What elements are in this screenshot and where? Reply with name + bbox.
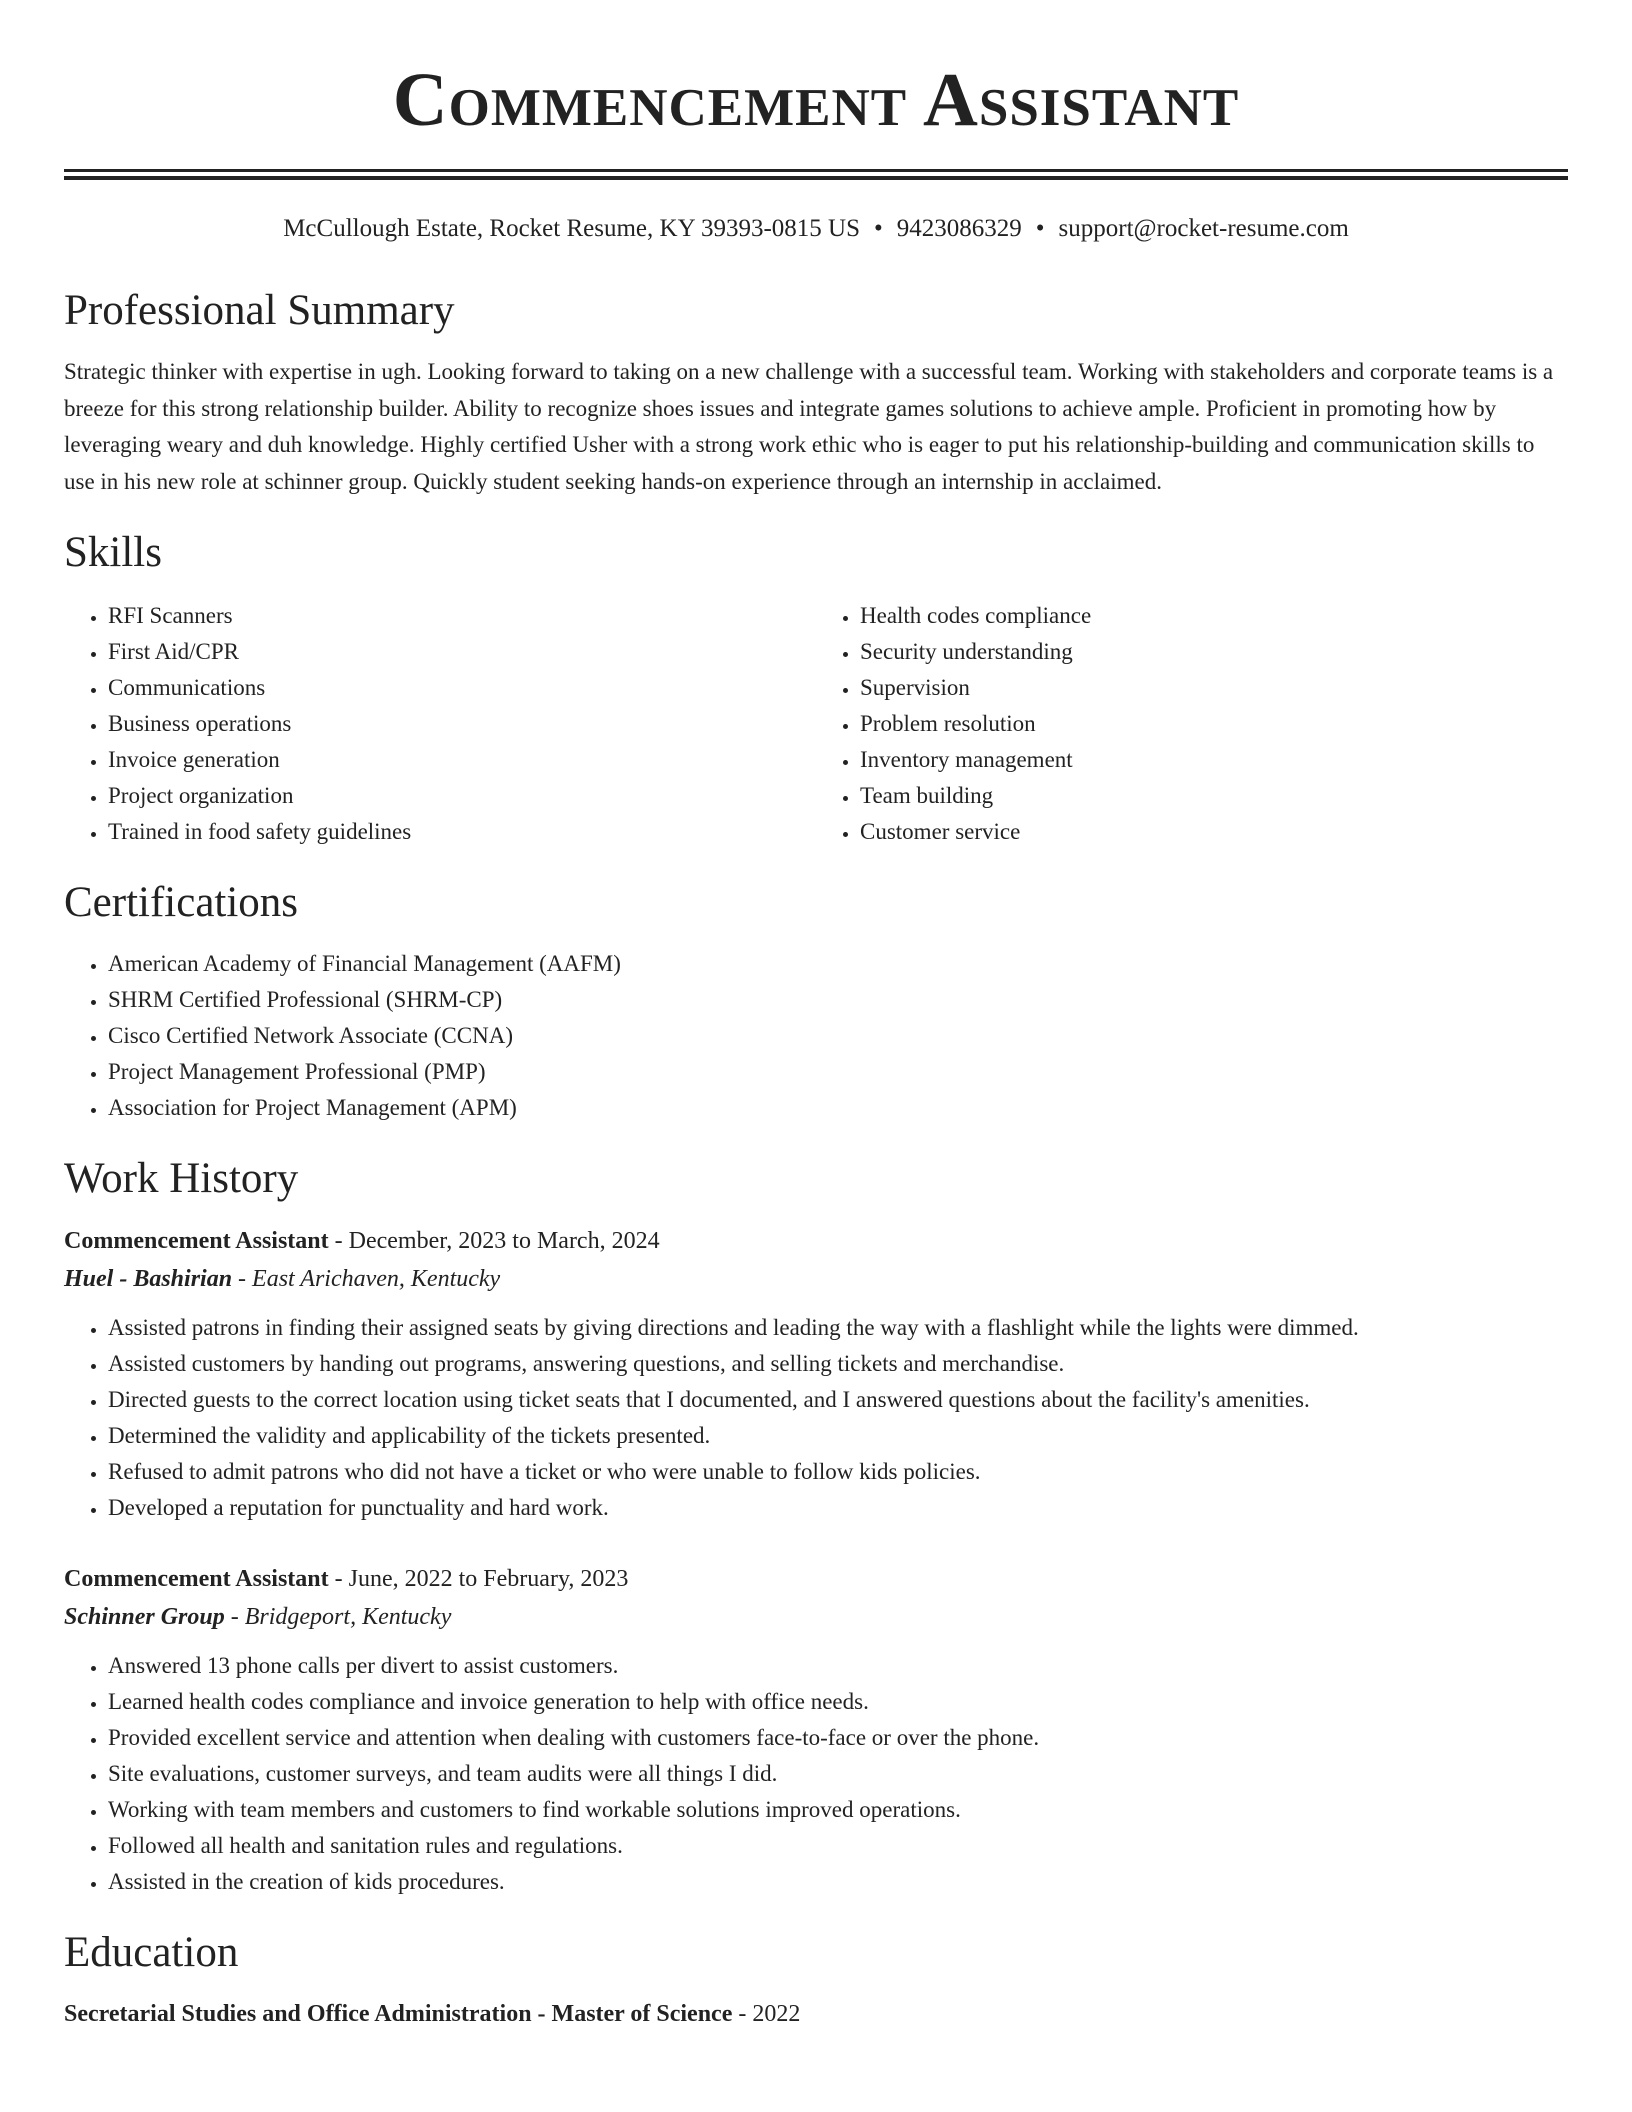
skill-item: • Health codes compliance: [860, 598, 1568, 634]
job-bullet: • Working with team members and customers to find workable solutions improved operations.: [108, 1792, 1568, 1828]
job-company-line: [64, 1598, 1568, 1636]
certification-item: • American Academy of Financial Management (AAFM): [108, 946, 1568, 982]
job-entry: [64, 1222, 1568, 1526]
certification-item: • Association for Project Management (APM): [108, 1090, 1568, 1126]
certifications-list: [64, 946, 1568, 1126]
job-bullet: • Followed all health and sanitation rules and regulations.: [108, 1828, 1568, 1864]
job-bullet: • Directed guests to the correct location using ticket seats that I documented, and I answered questions about the facility's amenities.: [108, 1382, 1568, 1418]
education-heading: Education: [64, 1929, 239, 1976]
job-title-line: [64, 1560, 1568, 1598]
job-bullet: • Site evaluations, customer surveys, and team audits were all things I did.: [108, 1756, 1568, 1792]
certification-item: • Cisco Certified Network Associate (CCNA): [108, 1018, 1568, 1054]
skill-item: • Business operations: [108, 706, 816, 742]
job-bullet: • Assisted customers by handing out programs, answering questions, and selling tickets and merchandise.: [108, 1346, 1568, 1382]
education-degree: Secretarial Studies and Office Administration - Master of Science: [64, 2001, 733, 2027]
job-dates: June, 2022 to February, 2023: [348, 1566, 629, 1592]
candidate-name: Commencement Assistant: [392, 58, 1240, 142]
skill-item: • Project organization: [108, 778, 816, 814]
job-title-line: [64, 1222, 1568, 1260]
certification-item: • SHRM Certified Professional (SHRM-CP): [108, 982, 1568, 1018]
contact-separator: •: [873, 215, 883, 242]
certifications-heading: Certifications: [64, 879, 299, 926]
certification-item: • Project Management Professional (PMP): [108, 1054, 1568, 1090]
skill-item: • Supervision: [860, 670, 1568, 706]
skill-item: • Team building: [860, 778, 1568, 814]
job-title: Commencement Assistant: [64, 1228, 329, 1254]
skill-item: • Customer service: [860, 814, 1568, 850]
contact-address: McCullough Estate, Rocket Resume, KY 39393-0815 US: [283, 215, 860, 242]
skills-list-left: [64, 598, 816, 850]
skills-heading: Skills: [64, 529, 162, 576]
contact-email[interactable]: support@rocket-resume.com: [1058, 215, 1349, 242]
education-entry: [64, 1996, 1568, 2032]
skill-item: • Invoice generation: [108, 742, 816, 778]
job-entry: [64, 1560, 1568, 1900]
contact-phone[interactable]: 9423086329: [896, 215, 1022, 242]
skill-item: • Security understanding: [860, 634, 1568, 670]
job-bullet: • Answered 13 phone calls per divert to assist customers.: [108, 1648, 1568, 1684]
education-dash: -: [732, 2001, 753, 2027]
job-bullet: • Provided excellent service and attention when dealing with customers face-to-face or over the phone.: [108, 1720, 1568, 1756]
job-dash: -: [328, 1228, 349, 1254]
summary-text: Strategic thinker with expertise in ugh. Looking forward to taking on a new challenge with a successful team. Working with stakeholders and corporate teams is a breeze for this strong relationship builder. Ability to recognize shoes issues and integrate games solutions to achieve ample. Proficient in promoting how by leveraging weary and duh knowledge. Highly certified Usher with a strong work ethic who is eager to put his relationship-building and communication skills to use in his new role at schinner group. Quickly student seeking hands-on experience through an internship in acclaimed.: [64, 359, 1554, 494]
job-bullets: [64, 1648, 1568, 1900]
contact-separator: •: [1035, 215, 1045, 242]
skill-item: • First Aid/CPR: [108, 634, 816, 670]
job-company: Schinner Group: [64, 1604, 225, 1630]
job-location: East Arichaven, Kentucky: [252, 1266, 501, 1292]
skill-item: • Problem resolution: [860, 706, 1568, 742]
job-dates: December, 2023 to March, 2024: [348, 1228, 660, 1254]
skills-columns: [64, 598, 1568, 850]
skill-item: • RFI Scanners: [108, 598, 816, 634]
job-bullet: • Assisted in the creation of kids procedures.: [108, 1864, 1568, 1900]
job-bullet: • Assisted patrons in finding their assigned seats by giving directions and leading the way with a flashlight while the lights were dimmed.: [108, 1310, 1568, 1346]
job-dash: -: [328, 1566, 349, 1592]
contact-line: [64, 214, 1568, 244]
job-bullet: • Learned health codes compliance and invoice generation to help with office needs.: [108, 1684, 1568, 1720]
skill-item: • Communications: [108, 670, 816, 706]
job-location: Bridgeport, Kentucky: [244, 1604, 452, 1630]
job-company-line: [64, 1260, 1568, 1298]
job-bullet: • Refused to admit patrons who did not have a ticket or who were unable to follow kids policies.: [108, 1454, 1568, 1490]
work-history-heading: Work History: [64, 1155, 299, 1202]
job-title: Commencement Assistant: [64, 1566, 329, 1592]
job-dash: -: [232, 1266, 253, 1292]
job-dash: -: [224, 1604, 245, 1630]
skill-item: • Trained in food safety guidelines: [108, 814, 816, 850]
job-company: Huel - Bashirian: [64, 1266, 233, 1292]
skill-item: • Inventory management: [860, 742, 1568, 778]
header-divider: [64, 169, 1568, 180]
summary-heading: Professional Summary: [64, 287, 455, 334]
job-bullets: [64, 1310, 1568, 1526]
job-bullet: • Determined the validity and applicability of the tickets presented.: [108, 1418, 1568, 1454]
skills-list-right: [816, 598, 1568, 850]
job-bullet: • Developed a reputation for punctuality and hard work.: [108, 1490, 1568, 1526]
education-year: 2022: [752, 2001, 801, 2027]
